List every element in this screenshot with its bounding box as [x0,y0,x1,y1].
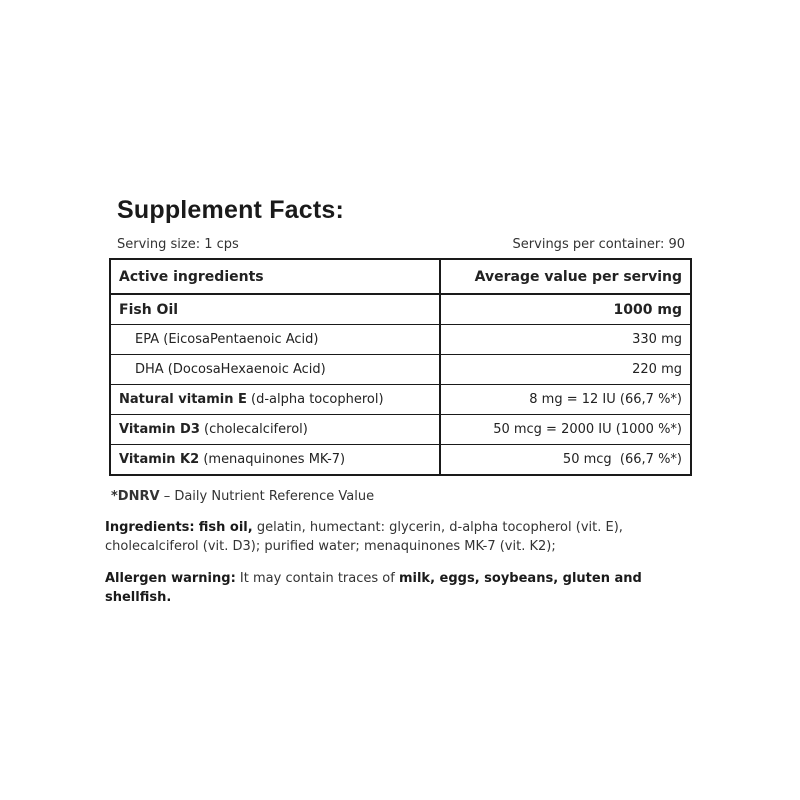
allergen-label: Allergen warning: [105,571,236,586]
ingredients-fish-oil: fish oil, [198,520,253,535]
ingredient-cell [110,415,440,445]
serving-info [117,237,685,252]
ingredients-label: Ingredients: [105,520,195,535]
ingredient-form: (menaquinones MK-7) [203,452,346,467]
serving-size: Serving size: 1 cps [117,237,239,252]
ingredient-name: Vitamin K2 [119,452,200,467]
allergen-warning [105,569,705,607]
ingredient-value: 220 mg [440,355,691,385]
table-row [110,415,691,445]
ingredient-form: (d-alpha tocopherol) [251,392,384,407]
ingredient-value: 50 mcg = 2000 IU (1000 %*) [440,415,691,445]
table-row [110,445,691,476]
ingredients-paragraph [105,518,705,556]
allergen-list: milk, eggs, soybeans, gluten and shellfish. [105,571,642,605]
header-active-ingredients: Active ingredients [119,268,264,285]
supplement-facts-table [109,258,692,476]
allergen-text: It may contain traces of [239,571,395,586]
ingredient-value: 1000 mg [440,294,691,325]
ingredient-value: 8 mg = 12 IU (66,7 %*) [440,385,691,415]
dnrv-footnote [111,489,374,504]
dnrv-definition: – Daily Nutrient Reference Value [163,489,375,504]
table-row [110,294,691,325]
page-title: Supplement Facts: [117,196,345,224]
ingredient-value: 330 mg [440,325,691,355]
table-row [110,385,691,415]
ingredient-cell [110,385,440,415]
header-average-value: Average value per serving [440,259,691,294]
ingredient-form: (cholecalciferol) [204,422,308,437]
ingredients-text: gelatin, humectant: glycerin, d-alpha tocopherol (vit. E), cholecalciferol (vit. D3); purified water; menaquinones MK-7 (vit. K2); [105,520,623,554]
ingredient-value: 50 mcg (66,7 %*) [440,445,691,476]
ingredient-name: DHA (DocosaHexaenoic Acid) [110,355,440,385]
ingredient-name: Vitamin D3 [119,422,200,437]
table-row [110,325,691,355]
table-header-row [110,259,691,294]
ingredient-cell [110,445,440,476]
ingredient-name: Fish Oil [110,294,440,325]
ingredient-name: Natural vitamin E [119,392,247,407]
dnrv-abbreviation: *DNRV [111,489,160,504]
table-row [110,355,691,385]
servings-per-container: Servings per container: 90 [512,237,685,252]
ingredient-name: EPA (EicosaPentaenoic Acid) [110,325,440,355]
